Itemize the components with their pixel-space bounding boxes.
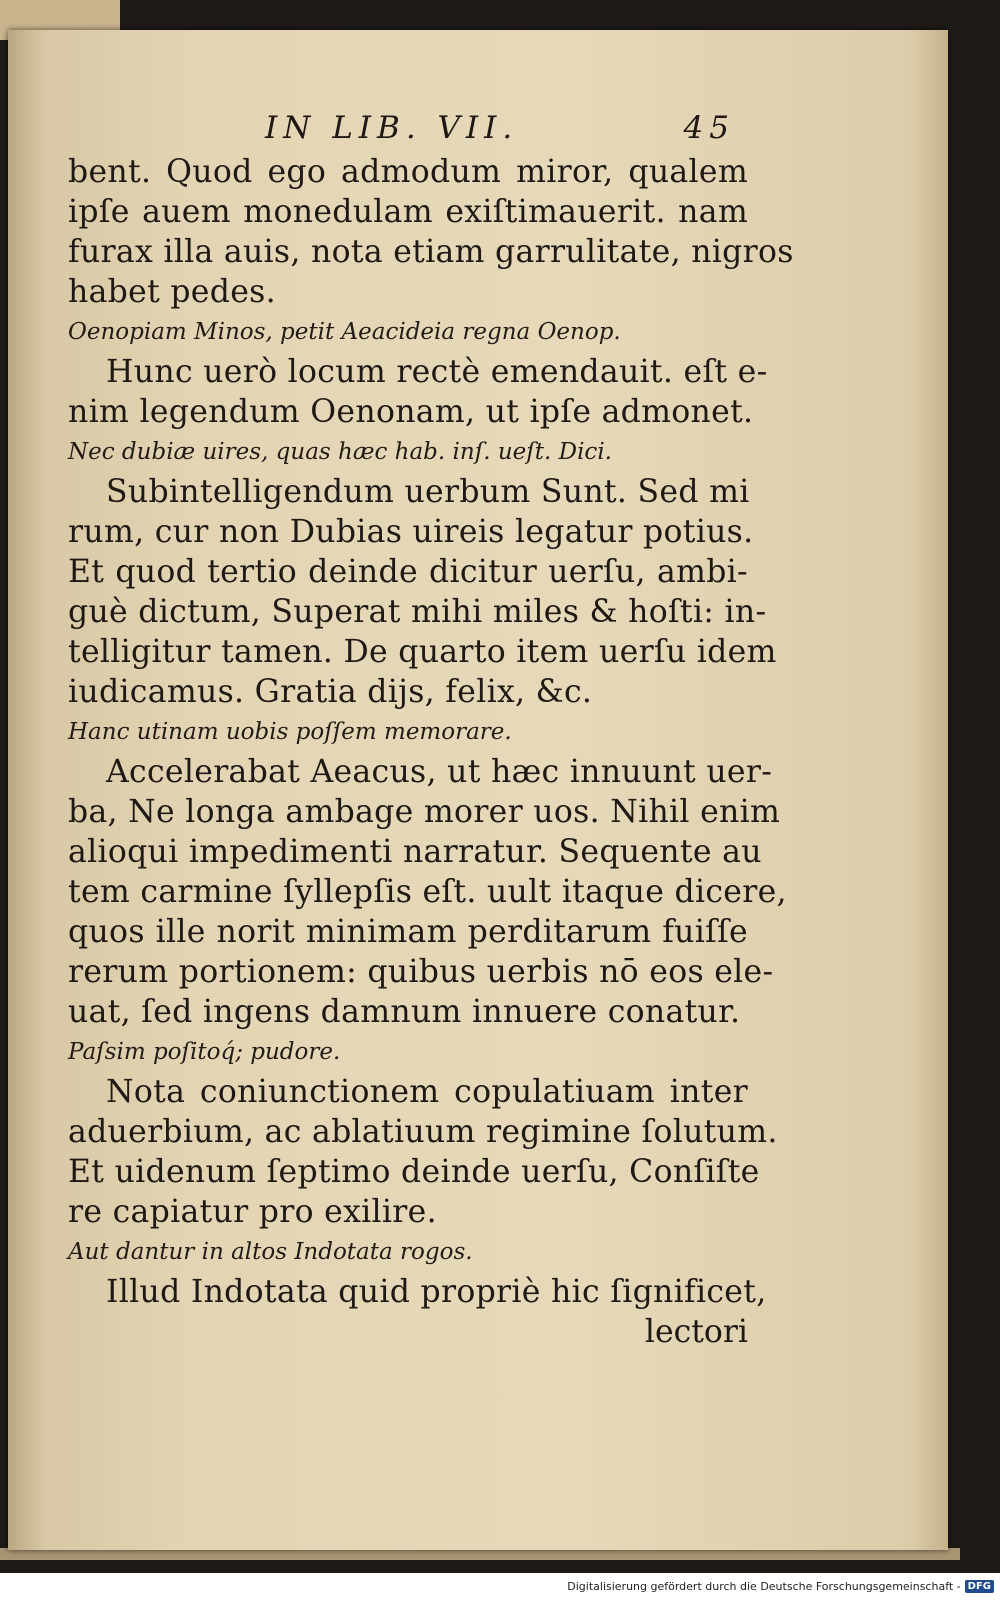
text-line: Et quod tertio deinde dicitur uerſu, ambi- bbox=[68, 554, 748, 590]
digitization-footer bbox=[0, 1573, 1000, 1600]
text-line: bent. Quod ego admodum miror, qualem bbox=[68, 154, 748, 190]
text-line: habet pedes. bbox=[68, 274, 276, 310]
text-line: ba, Ne longa ambage morer uos. Nihil enim bbox=[68, 794, 781, 830]
text-line: uat, ſed ingens damnum innuere conatur. bbox=[68, 994, 741, 1030]
text-line: Nota coniunctionem copulatiuam inter bbox=[106, 1074, 748, 1110]
lemma-line: Paſsim poſitoq́; pudore. bbox=[68, 1039, 341, 1065]
text-line: rerum portionem: quibus uerbis nō eos ele- bbox=[68, 954, 774, 990]
running-title: IN LIB. VII. bbox=[265, 110, 519, 146]
text-block bbox=[68, 152, 794, 1352]
text-line: Subintelligendum uerbum Sunt. Sed mi bbox=[106, 474, 750, 510]
text-line: Illud Indotata quid propriè hic ſignificet, bbox=[106, 1274, 767, 1310]
text-line: quos ille norit minimam perditarum fuiſſe bbox=[68, 914, 748, 950]
text-line: telligitur tamen. De quarto item uerſu idem bbox=[68, 634, 777, 670]
lemma-line: Oenopiam Minos, petit Aeacideia regna Oenop. bbox=[68, 319, 621, 345]
text-line: ipſe auem monedulam exiſtimauerit. nam bbox=[68, 194, 748, 230]
text-line: aduerbium, ac ablatiuum regimine ſolutum. bbox=[68, 1114, 778, 1150]
text-line: Hunc uerò locum rectè emendauit. eſt e- bbox=[106, 354, 768, 390]
lemma-line: Nec dubiæ uires, quas hæc hab. inſ. ueſt. Dici. bbox=[68, 439, 612, 465]
text-line: Accelerabat Aeacus, ut hæc innuunt uer- bbox=[106, 754, 773, 790]
text-line: furax illa auis, nota etiam garrulitate, nigros bbox=[68, 234, 794, 270]
dfg-logo: DFG bbox=[965, 1580, 994, 1593]
text-line: guè dictum, Superat mihi miles & hoſti: in- bbox=[68, 594, 767, 630]
lemma-line: Aut dantur in altos Indotata rogos. bbox=[68, 1239, 473, 1265]
running-header bbox=[265, 110, 735, 146]
text-line: re capiatur pro exilire. bbox=[68, 1194, 437, 1230]
text-line: iudicamus. Gratia dijs, felix, &c. bbox=[68, 674, 593, 710]
text-line: rum, cur non Dubias uireis legatur potius. bbox=[68, 514, 754, 550]
page-number: 45 bbox=[683, 110, 735, 146]
text-line: Et uidenum ſeptimo deinde uerſu, Conſiſte bbox=[68, 1154, 760, 1190]
catchword: lectori bbox=[644, 1314, 748, 1350]
funding-credit: Digitalisierung gefördert durch die Deutsche Forschungsgemeinschaft - bbox=[567, 1580, 961, 1593]
lemma-line: Hanc utinam uobis poſſem memorare. bbox=[68, 719, 512, 745]
text-line: nim legendum Oenonam, ut ipſe admonet. bbox=[68, 394, 754, 430]
text-line: alioqui impedimenti narratur. Sequente au bbox=[68, 834, 762, 870]
text-line: tem carmine ſyllepſis eſt. uult itaque dicere, bbox=[68, 874, 787, 910]
